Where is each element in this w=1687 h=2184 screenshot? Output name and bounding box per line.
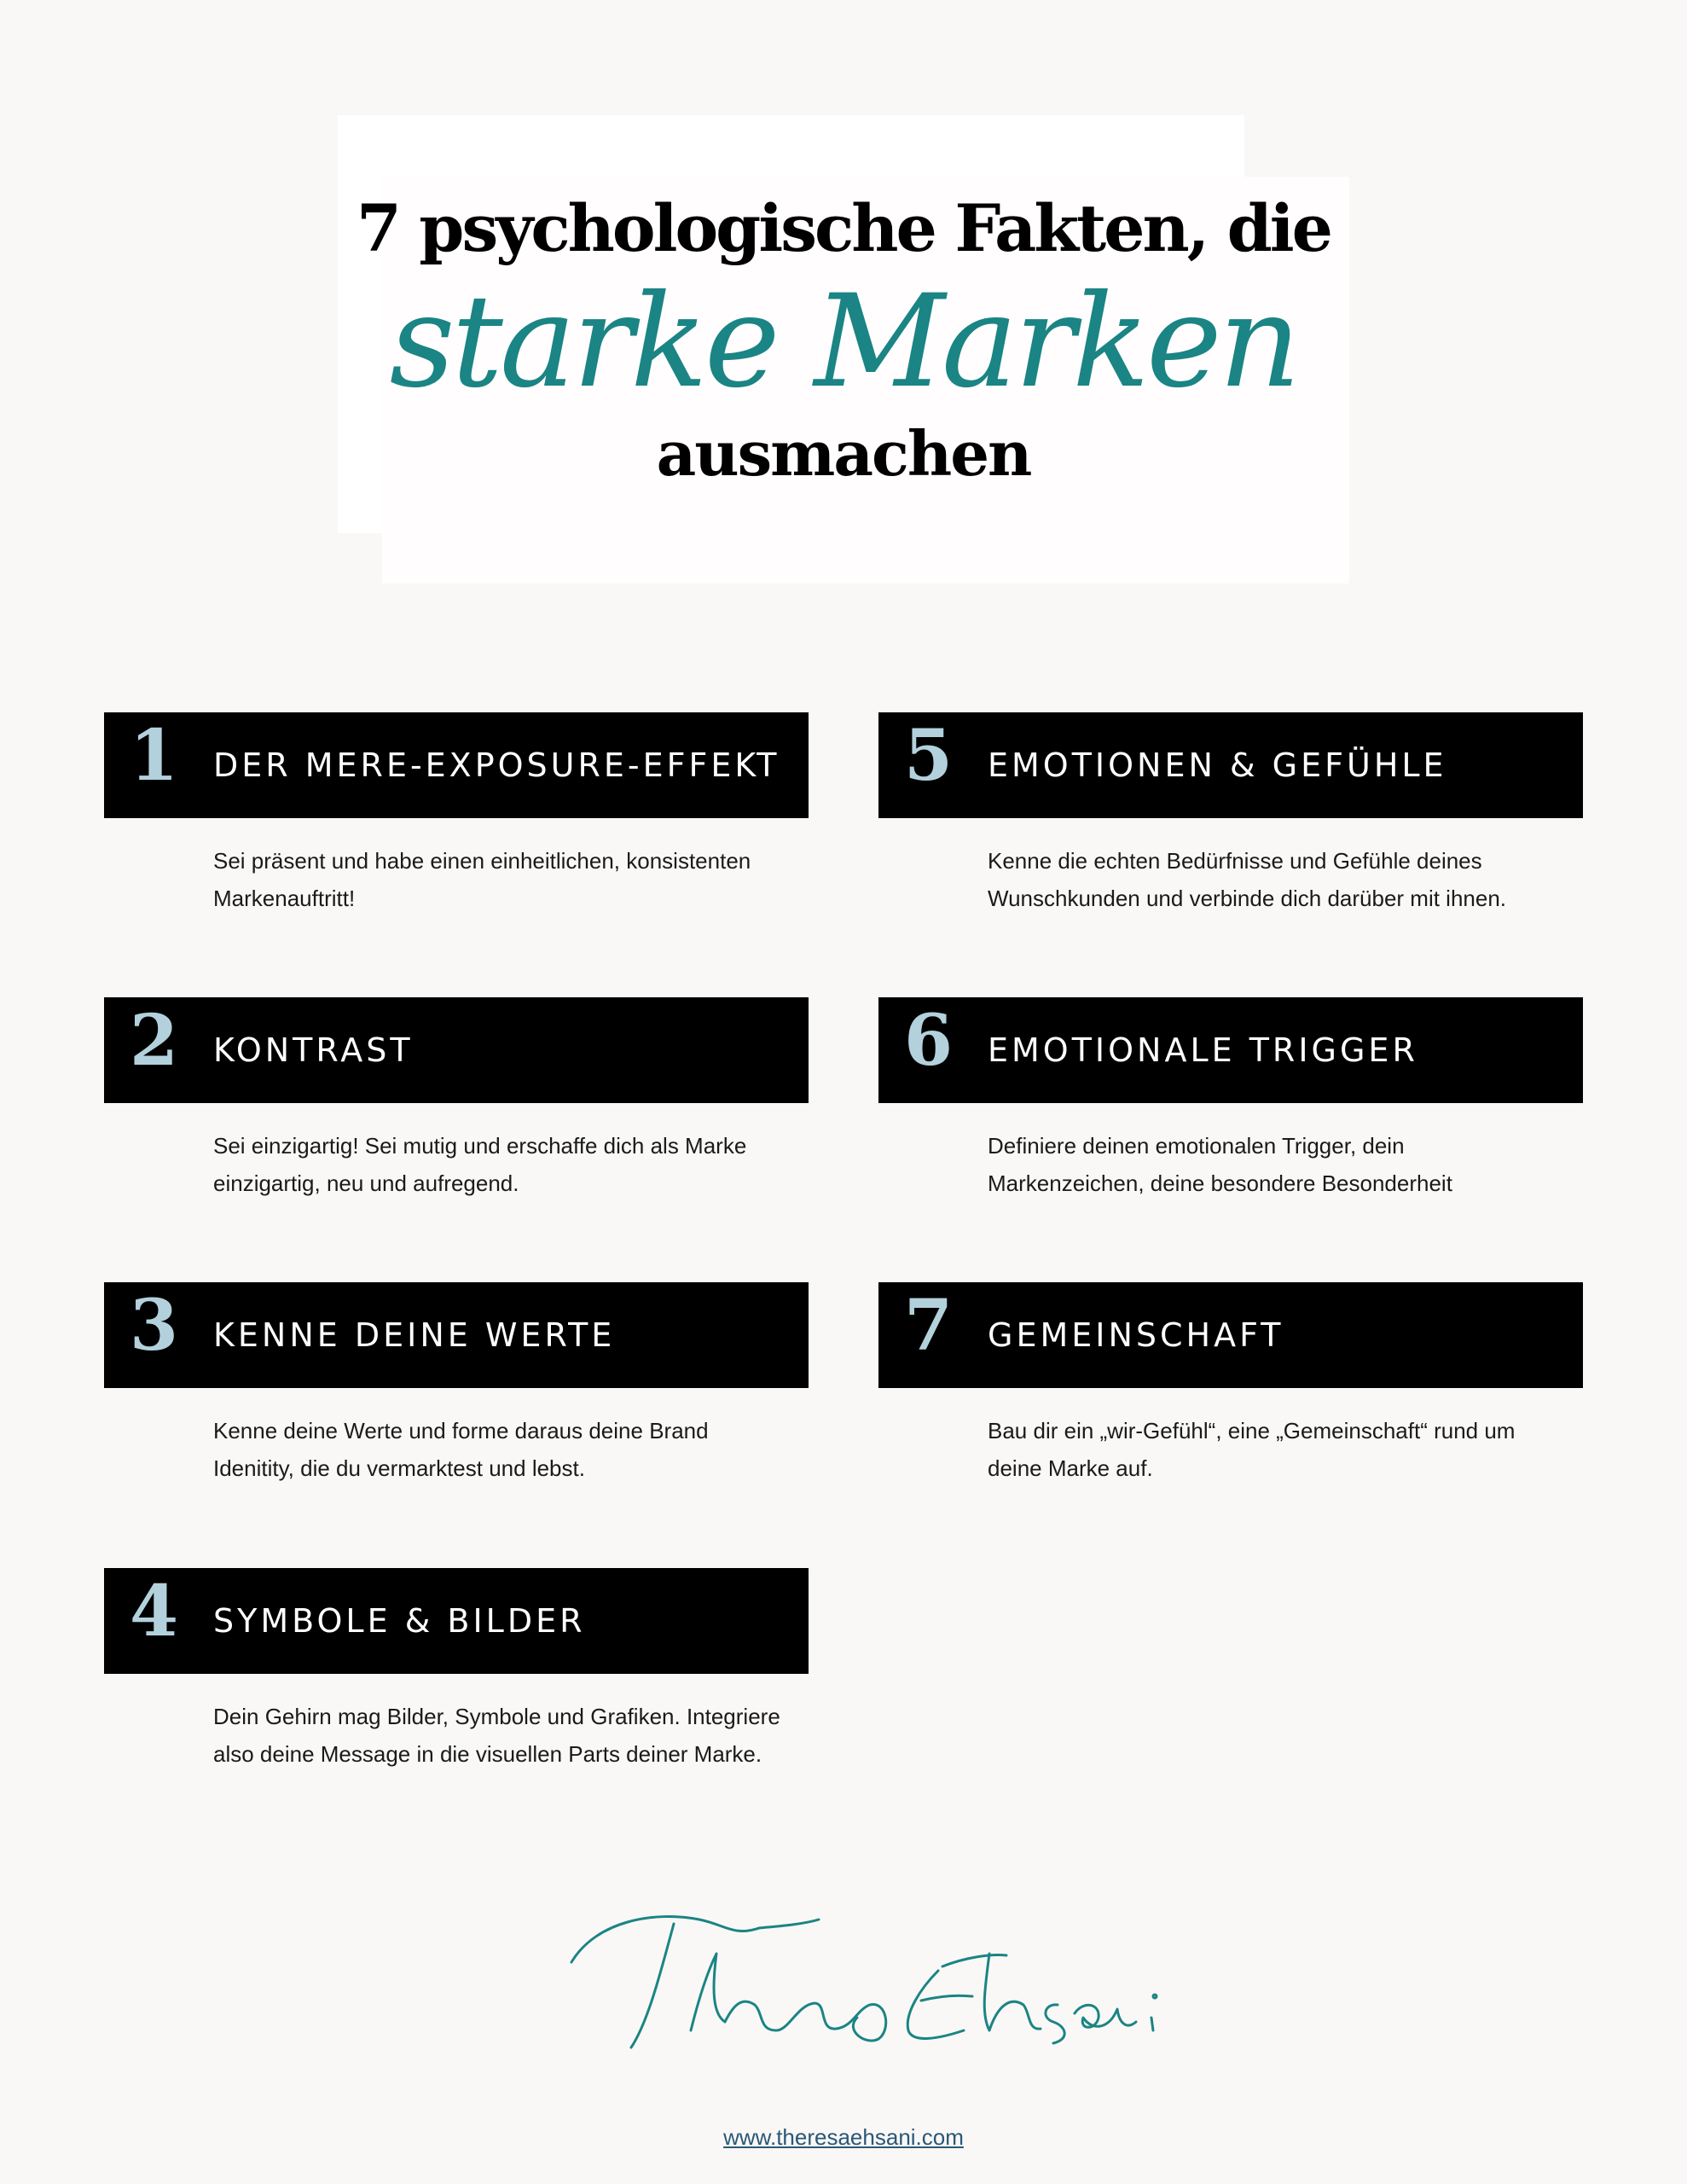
fact-header-bar: [878, 712, 1583, 818]
fact-number: 1: [130, 715, 179, 797]
fact-description: Bau dir ein „wir-Gefühl“, eine „Gemeinschaft“ rund um deine Marke auf.: [988, 1418, 1516, 1481]
fact-item-3: [104, 1282, 809, 1487]
fact-item-1: [104, 712, 809, 917]
title-line-3: ausmachen: [656, 417, 1031, 490]
fact-number: 6: [904, 1000, 954, 1082]
fact-title: SYMBOLE & BILDER: [213, 1602, 586, 1640]
fact-item-7: [878, 1282, 1583, 1487]
fact-header-bar: [878, 1282, 1583, 1388]
signature: [563, 1902, 1177, 2073]
website-link[interactable]: [0, 2124, 1687, 2151]
fact-item-5: [878, 712, 1583, 917]
fact-description: Kenne deine Werte und forme daraus deine Brand Idenitity, die du vermarktest und lebst.: [213, 1418, 709, 1481]
fact-title: EMOTIONALE TRIGGER: [988, 1031, 1418, 1069]
fact-title: KONTRAST: [213, 1031, 414, 1069]
fact-item-2: [104, 997, 809, 1202]
website-text[interactable]: www.theresaehsani.com: [723, 2124, 964, 2150]
fact-number: 5: [904, 715, 954, 797]
fact-number: 4: [130, 1571, 179, 1653]
fact-title: KENNE DEINE WERTE: [213, 1316, 616, 1354]
fact-number: 7: [904, 1285, 954, 1367]
fact-title: DER MERE-EXPOSURE-EFFEKT: [213, 746, 780, 784]
fact-description: Sei einzigartig! Sei mutig und erschaffe dich als Marke einzigartig, neu und aufregend.: [213, 1133, 747, 1196]
page-title: [338, 188, 1349, 490]
title-line-1: 7 psychologische Fakten, die: [356, 190, 1331, 266]
fact-title: GEMEINSCHAFT: [988, 1316, 1284, 1354]
title-script-line: starke Marken: [389, 268, 1298, 416]
fact-description: Definiere deinen emotionalen Trigger, dein Markenzeichen, deine besondere Besonderheit: [988, 1133, 1452, 1196]
fact-item-6: [878, 997, 1583, 1202]
fact-title: EMOTIONEN & GEFÜHLE: [988, 746, 1447, 784]
fact-header-bar: [104, 712, 809, 818]
fact-number: 2: [130, 1000, 179, 1082]
fact-header-bar: [878, 997, 1583, 1103]
fact-description: Sei präsent und habe einen einheitlichen, konsistenten Markenauftritt!: [213, 848, 751, 911]
fact-number: 3: [130, 1285, 179, 1367]
fact-header-bar: [104, 997, 809, 1103]
fact-item-4: [104, 1568, 809, 1773]
fact-description: Dein Gehirn mag Bilder, Symbole und Grafiken. Integriere also deine Message in die visuellen Parts deiner Marke.: [213, 1704, 780, 1767]
fact-description: Kenne die echten Bedürfnisse und Gefühle deines Wunschkunden und verbinde dich darüber mit ihnen.: [988, 848, 1507, 911]
fact-header-bar: [104, 1282, 809, 1388]
fact-header-bar: [104, 1568, 809, 1674]
